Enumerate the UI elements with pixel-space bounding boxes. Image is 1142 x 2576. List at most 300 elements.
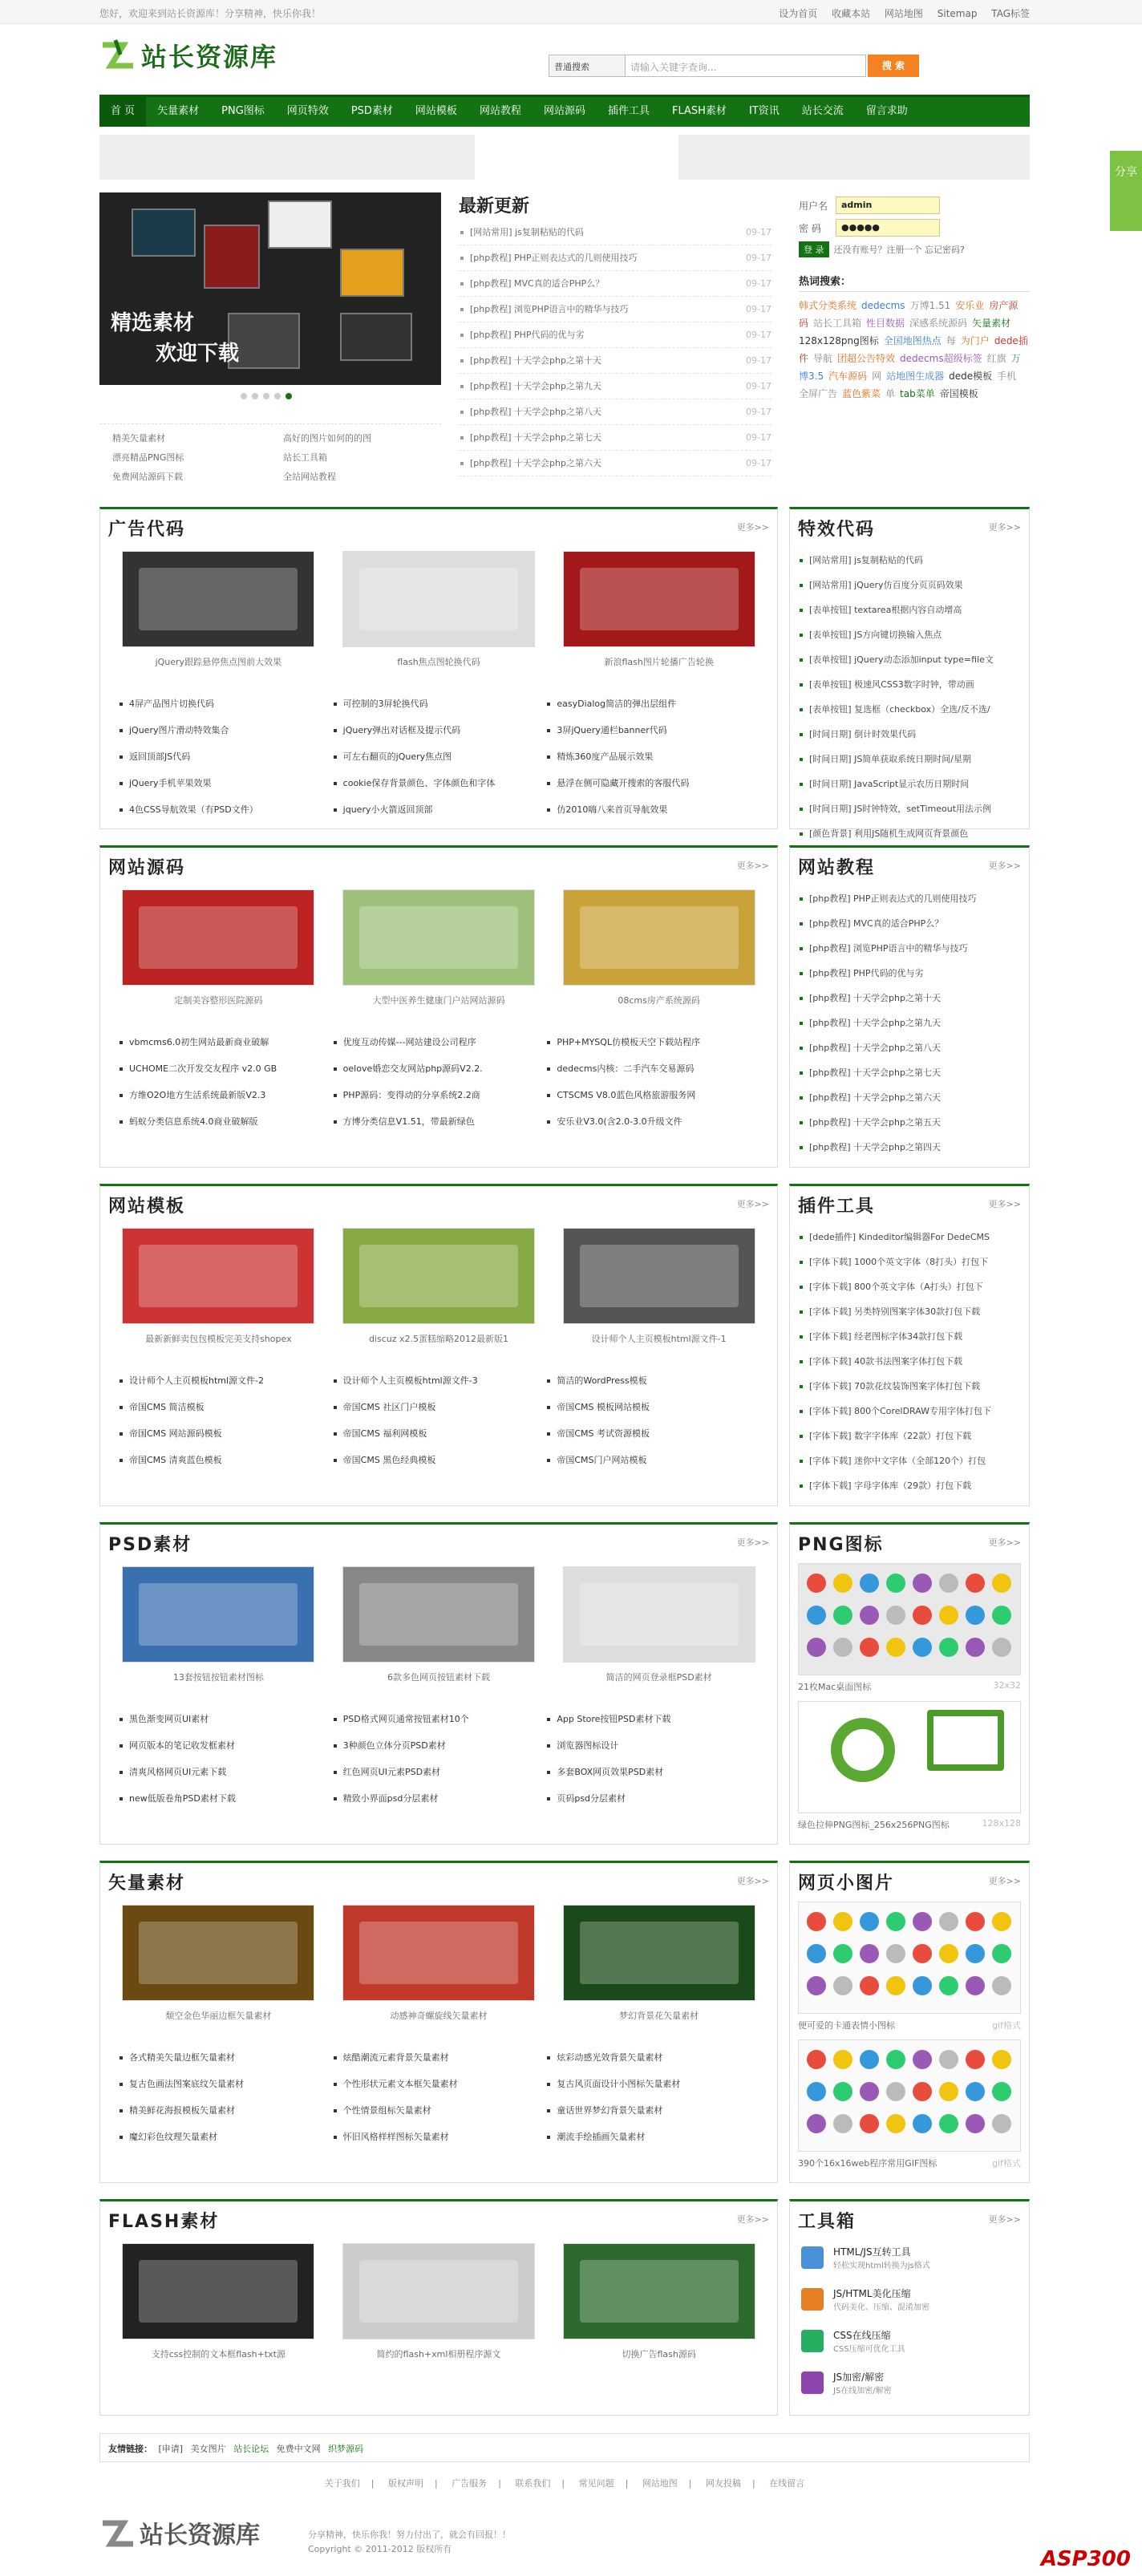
tool-name[interactable]: CSS在线压缩 [833, 2330, 891, 2341]
nav-home[interactable]: 首 页 [99, 97, 146, 127]
list-item[interactable]: 设计师个人主页模板html源文件-2 [118, 1367, 332, 1394]
thumbnail-caption[interactable]: 新浪flash图片轮播广告轮换 [604, 657, 714, 667]
list-item[interactable]: vbmcms6.0初生网站最新商业破解 [118, 1029, 332, 1055]
caption-text[interactable]: 绿色拉伸PNG图标_256x256PNG图标 [798, 1820, 950, 1830]
list-item[interactable]: 简洁的WordPress模板 [545, 1367, 759, 1394]
list-item[interactable]: 精炼360度产品展示效果 [545, 743, 759, 770]
thumbnail-caption[interactable]: 切换广告flash源码 [622, 2349, 696, 2359]
thumbnail-card[interactable] [563, 1228, 755, 1345]
sidebar-list-item[interactable]: [php教程] 十天学会php之第十天 [800, 986, 1019, 1011]
sidebar-list-item[interactable]: [php教程] 十天学会php之第七天 [800, 1060, 1019, 1085]
thumbnail-card[interactable] [122, 889, 314, 1007]
sidebar-list-item[interactable]: [dede插件] Kindeditor编辑器For DedeCMS [800, 1225, 1019, 1250]
more-link[interactable]: 更多>> [988, 522, 1021, 533]
hot-tag[interactable]: dedecms [861, 300, 905, 311]
hot-tag[interactable]: 128x128png图标 [799, 335, 879, 346]
sidebar-list-item[interactable]: [php教程] 十天学会php之第九天 [800, 1011, 1019, 1035]
list-item[interactable]: 精致小界面psd分层素材 [332, 1785, 546, 1812]
list-item[interactable]: 各式精美矢量边框矢量素材 [118, 2044, 332, 2071]
thumbnail-image[interactable] [122, 1566, 314, 1663]
news-item[interactable] [459, 451, 771, 476]
list-item[interactable]: 可控制的3屏轮换代码 [332, 691, 546, 717]
list-item[interactable]: 帝国CMS 黑色经典模板 [332, 1447, 546, 1473]
slider-dot[interactable] [241, 393, 247, 399]
toolbox-item[interactable] [801, 2362, 1018, 2404]
sidebar-thumbnail[interactable] [798, 1701, 1021, 1813]
thumbnail-caption[interactable]: 大型中医养生健康门户站网站源码 [372, 995, 505, 1006]
sidebar-list-item[interactable]: [字体下载] 1000个英文字体（8打头）打包下 [800, 1250, 1019, 1274]
footer-link[interactable]: 网友投稿 [706, 2478, 741, 2489]
news-item[interactable] [459, 271, 771, 297]
ad-banner-left[interactable] [99, 135, 475, 180]
nav-png[interactable]: PNG图标 [221, 105, 265, 117]
friend-link[interactable]: 站长论坛 [233, 2444, 269, 2454]
list-item[interactable]: 可左右翻页的jQuery焦点图 [332, 743, 546, 770]
hot-tag[interactable]: 为门户 [960, 335, 990, 346]
thumbnail-image[interactable] [122, 889, 314, 986]
sidebar-list-item[interactable]: [字体下载] 迷你中文字体（全部120个）打包 [800, 1448, 1019, 1473]
news-item[interactable] [459, 322, 771, 348]
list-item[interactable]: 精美鲜花海报模板矢量素材 [118, 2097, 332, 2124]
thumbnail-card[interactable] [563, 889, 755, 1007]
thumbnail-image[interactable] [122, 551, 314, 647]
list-item[interactable]: jQuery手机苹果效果 [118, 770, 332, 796]
sidebar-list-item[interactable]: [表单按钮] 极速风CSS3数字时钟，带动画 [800, 672, 1019, 697]
thumbnail-caption[interactable]: flash焦点图轮换代码 [397, 657, 480, 667]
mini-icon [833, 2114, 852, 2133]
sidebar-list-item[interactable]: [字体下载] 70款花纹装饰图案字体打包下载 [800, 1374, 1019, 1399]
list-item[interactable]: PHP源码：变得动的分享系统2.2商 [332, 1082, 546, 1108]
section-title: 网站源码 [108, 858, 186, 878]
more-link[interactable]: 更多>> [988, 1199, 1021, 1209]
slider-dot[interactable] [263, 393, 269, 399]
featured-slider[interactable] [99, 192, 441, 385]
thumbnail-card[interactable] [342, 889, 535, 1007]
caption-text[interactable]: 便可爱的卡通表情小图标 [798, 2020, 895, 2031]
thumbnail-image[interactable] [563, 1566, 755, 1663]
list-item[interactable]: App Store按钮PSD素材下载 [545, 1706, 759, 1732]
news-item[interactable] [459, 245, 771, 271]
top-link-favorite[interactable]: 收藏本站 [832, 8, 871, 19]
news-item-title[interactable]: [php教程] 十天学会php之第十天 [470, 355, 601, 366]
thumbnail-card[interactable] [342, 551, 535, 668]
thumbnail-image[interactable] [563, 551, 755, 647]
list-item[interactable]: 复古色画法图案底纹矢量素材 [118, 2071, 332, 2097]
list-item[interactable]: jQuery弹出对话框及提示代码 [332, 717, 546, 743]
tool-desc: 代码美化、压缩、混淆加密 [833, 2303, 929, 2312]
sidebar-thumbnail[interactable] [798, 1563, 1021, 1675]
list-item[interactable]: 童话世界梦幻背景矢量素材 [545, 2097, 759, 2124]
list-item[interactable]: 帝国CMS 清爽蓝色模板 [118, 1447, 332, 1473]
share-tab[interactable]: 分享 [1110, 151, 1142, 231]
thumbnail-image[interactable] [342, 889, 535, 986]
list-item[interactable]: 优度互动传媒---网站建设公司程序 [332, 1029, 546, 1055]
sidebar-thumbnail-caption[interactable] [798, 1818, 1021, 1831]
thumbnail-caption[interactable]: 08cms房产系统源码 [618, 995, 700, 1006]
top-link-sitemap[interactable]: Sitemap [937, 8, 978, 19]
list-item[interactable]: 个性形状元素文本框矢量素材 [332, 2071, 546, 2097]
password-field[interactable]: ●●●●● [836, 219, 940, 237]
sidebar-list-item[interactable]: [字体下载] 经老图标字体34款打包下载 [800, 1324, 1019, 1349]
tool-name[interactable]: JS加密/解密 [833, 2371, 885, 2383]
thumbnail-caption[interactable]: 动感神奇螺旋线矢量素材 [390, 2011, 488, 2021]
list-item[interactable]: easyDialog简洁的弹出层组件 [545, 691, 759, 717]
sidebar-thumbnail-card[interactable] [798, 1563, 1021, 1693]
friend-link[interactable]: 织梦源码 [328, 2444, 364, 2454]
thumbnail-image[interactable] [563, 2243, 755, 2339]
friend-apply-link[interactable]: [申请] [158, 2444, 184, 2454]
thumbnail-card[interactable] [342, 2243, 535, 2360]
list-item[interactable]: 帝国CMS 社区门户模板 [332, 1394, 546, 1420]
toolbox-item[interactable] [801, 2320, 1018, 2362]
thumbnail-card[interactable] [563, 2243, 755, 2360]
list-item[interactable]: jQuery图片滑动特效集合 [118, 717, 332, 743]
list-item[interactable]: 方维O2O地方生活系统最新版V2.3 [118, 1082, 332, 1108]
news-item-title[interactable]: [php教程] PHP代码的优与劣 [470, 330, 585, 340]
nav-it-news[interactable]: IT资讯 [748, 105, 780, 117]
sidebar-list-item[interactable]: [php教程] PHP正则表达式的几则使用技巧 [800, 886, 1019, 911]
sidebar-list-item[interactable]: [表单按钮] textarea根据内容自动增高 [800, 597, 1019, 622]
list-item[interactable]: CTSCMS V8.0蓝色风格旅游服务网 [545, 1082, 759, 1108]
thumbnail-card[interactable] [122, 2243, 314, 2360]
hot-tag[interactable]: 团超公告特效 [837, 353, 896, 364]
nav-effects[interactable]: 网页特效 [286, 105, 329, 117]
slider-link[interactable]: 精美矢量素材 [112, 433, 165, 444]
sidebar-list-item[interactable]: [php教程] 浏览PHP语言中的精华与技巧 [800, 936, 1019, 961]
footer-link[interactable]: 常见问题 [578, 2478, 614, 2489]
sidebar-list-item[interactable]: [php教程] 十天学会php之第四天 [800, 1135, 1019, 1160]
thumbnail-card[interactable] [122, 1228, 314, 1345]
footer-link[interactable]: 版权声明 [387, 2478, 423, 2489]
top-link-tags[interactable]: TAG标签 [991, 8, 1030, 19]
username-field[interactable]: admin [836, 196, 940, 214]
list-item[interactable]: 悬浮在侧可隐藏开搜索的客服代码 [545, 770, 759, 796]
thumbnail-card[interactable] [122, 1905, 314, 2022]
sidebar-list-item[interactable]: [php教程] MVC真的适合PHP么？ [800, 911, 1019, 936]
hot-tag[interactable]: 安乐业 [955, 300, 985, 311]
list-item[interactable]: 3屏jQuery通栏banner代码 [545, 717, 759, 743]
thumbnail-caption[interactable]: 6款多色网页按钮素材下载 [387, 1672, 490, 1683]
slider-dot[interactable] [274, 393, 281, 399]
list-item[interactable]: jquery小火箭返回顶部 [332, 796, 546, 823]
sidebar-list-item[interactable]: [字体下载] 字母字体库（29款）打包下载 [800, 1473, 1019, 1498]
thumbnail-card[interactable] [122, 551, 314, 668]
thumbnail-content [580, 2260, 739, 2323]
more-link[interactable]: 更多>> [988, 861, 1021, 871]
list-item[interactable]: 网页版本的笔记收发框素材 [118, 1732, 332, 1759]
more-link[interactable]: 更多>> [736, 861, 769, 871]
news-item-title[interactable]: [php教程] MVC真的适合PHP么？ [470, 278, 605, 289]
nav-flash[interactable]: FLASH素材 [671, 105, 727, 117]
hot-tag[interactable]: 手机 [997, 371, 1017, 382]
news-item[interactable] [459, 297, 771, 322]
slider-link[interactable]: 漂亮精品PNG图标 [112, 452, 184, 463]
sidebar-list-item[interactable]: [时间日期] JS时钟特效，setTimeout用法示例 [800, 796, 1019, 821]
list-item[interactable]: 个性情景组标矢量素材 [332, 2097, 546, 2124]
toolbox-item[interactable] [801, 2237, 1018, 2278]
list-item[interactable]: 3种颜色立体分页PSD素材 [332, 1732, 546, 1759]
thumbnail-caption[interactable]: 简洁的网页登录框PSD素材 [605, 1672, 712, 1683]
slider-link[interactable]: 高好的图片如何的的图 [283, 433, 371, 444]
caption-text[interactable]: 21枚Mac桌面图标 [798, 1682, 872, 1692]
ad-banner-right[interactable] [678, 135, 1030, 180]
thumbnail-card[interactable] [122, 1566, 314, 1683]
thumbnail-caption[interactable]: 设计师个人主页模板html源文件-1 [591, 1334, 727, 1344]
hot-tag[interactable]: 韩式分类系统 [799, 300, 857, 311]
news-item-title[interactable]: [php教程] 十天学会php之第九天 [470, 381, 601, 391]
list-item[interactable]: cookie保存背景颜色、字体颜色和字体 [332, 770, 546, 796]
hot-tag[interactable]: 全屏广告 [799, 388, 838, 399]
hot-tag[interactable]: 站长工具箱 [813, 318, 862, 329]
sidebar-list-item[interactable]: [时间日期] 倒计时效果代码 [800, 722, 1019, 747]
list-item[interactable]: 仿2010嗨八来首页导航效果 [545, 796, 759, 823]
footer-link[interactable]: 关于我们 [324, 2478, 360, 2489]
nav-source[interactable]: 网站源码 [543, 105, 585, 117]
news-item-title[interactable]: [php教程] 十天学会php之第六天 [470, 458, 601, 468]
sidebar-list-item[interactable]: [字体下载] 800个英文字体（A打头）打包下 [800, 1274, 1019, 1299]
hot-tag[interactable]: 网 [872, 371, 882, 382]
thumbnail-image[interactable] [563, 889, 755, 986]
thumbnail-card[interactable] [342, 1905, 535, 2022]
sidebar-list-item[interactable]: [字体下载] 40款书法图案字体打包下载 [800, 1349, 1019, 1374]
thumbnail-image[interactable] [342, 1566, 535, 1663]
thumbnail-card[interactable] [342, 1228, 535, 1345]
news-item-title[interactable]: [php教程] 浏览PHP语言中的精华与技巧 [470, 304, 629, 314]
thumbnail-caption[interactable]: 最新新鲜卖包包模板完美支持shopex [145, 1334, 292, 1344]
thumbnail-image[interactable] [342, 1905, 535, 2001]
sidebar-list-item[interactable]: [字体下载] 数字字体库（22款）打包下载 [800, 1424, 1019, 1448]
thumbnail-card[interactable] [563, 551, 755, 668]
tool-name[interactable]: JS/HTML美化压缩 [833, 2288, 911, 2299]
thumbnail-image[interactable] [563, 1228, 755, 1324]
list-item[interactable]: 黑色渐变网页UI素材 [118, 1706, 332, 1732]
sidebar-list-item[interactable]: [时间日期] JavaScript显示农历日期时间 [800, 772, 1019, 796]
hot-tag[interactable]: 万博3.5 [799, 353, 1021, 382]
search-input[interactable]: 请输入关键字查询... [626, 55, 866, 77]
hot-tag[interactable]: tab菜单 [900, 388, 935, 399]
hot-tag[interactable]: 站地图生成器 [886, 371, 945, 382]
list-item[interactable]: 帝国CMS 网站源码模板 [118, 1420, 332, 1447]
hot-tag[interactable]: dedecms超级标签 [900, 353, 982, 364]
hot-tag[interactable]: 全国地图热点 [883, 335, 942, 346]
list-item[interactable]: 炫酷潮流元素背景矢量素材 [332, 2044, 546, 2071]
more-link[interactable]: 更多>> [988, 1537, 1021, 1548]
thumbnail-card[interactable] [563, 1905, 755, 2022]
friend-link[interactable]: 免费中文网 [276, 2444, 321, 2454]
login-button[interactable]: 登 录 [799, 241, 829, 257]
sidebar-list-item[interactable]: [时间日期] JS简单获取系统日期时间/星期 [800, 747, 1019, 772]
sidebar-thumbnail-card[interactable] [798, 1902, 1021, 2031]
sidebar-list-item[interactable]: [php教程] PHP代码的优与劣 [800, 961, 1019, 986]
nav-templates[interactable]: 网站模板 [415, 105, 457, 117]
thumbnail-image[interactable] [342, 1228, 535, 1324]
search-type-select[interactable]: 普通搜索 [549, 55, 626, 77]
more-link[interactable]: 更多>> [736, 1537, 769, 1548]
hot-tag[interactable]: 万博1.51 [909, 300, 951, 311]
thumbnail-card[interactable] [342, 1566, 535, 1683]
footer-link[interactable]: 联系我们 [515, 2478, 551, 2489]
thumbnail-caption[interactable]: 13套按钮按钮素材图标 [172, 1672, 264, 1683]
nav-guestbook[interactable]: 留言求助 [865, 105, 908, 117]
list-item[interactable]: 帝国CMS 简洁模板 [118, 1394, 332, 1420]
thumbnail-image[interactable] [342, 551, 535, 647]
section-box [99, 1861, 778, 2183]
footer-link[interactable]: 在线留言 [769, 2478, 805, 2489]
news-item-title[interactable]: [网站常用] js复制粘贴的代码 [470, 227, 584, 237]
slider-link[interactable]: 全站网站教程 [283, 472, 336, 482]
news-item[interactable] [459, 374, 771, 399]
slider-dot-active[interactable] [286, 393, 292, 399]
footer-link[interactable]: 网站地图 [642, 2478, 678, 2489]
list-item[interactable]: 返回顶部JS代码 [118, 743, 332, 770]
list-item[interactable]: 魔幻彩色纹理矢量素材 [118, 2124, 332, 2150]
list-item[interactable]: UCHOME二次开发交友程序 v2.0 GB [118, 1055, 332, 1082]
list-item[interactable]: 4色CSS导航效果（有PSD文件） [118, 796, 332, 823]
news-item-title[interactable]: [php教程] 十天学会php之第八天 [470, 407, 601, 417]
sidebar-list-item[interactable]: [php教程] 十天学会php之第五天 [800, 1110, 1019, 1135]
thumbnail-content [359, 906, 518, 969]
sidebar-list-item[interactable]: [表单按钮] 复选框（checkbox）全选/反不选/ [800, 697, 1019, 722]
hot-tag[interactable]: 帝国模板 [939, 388, 978, 399]
sidebar-list-item[interactable]: [网站常用] js复制粘贴的代码 [800, 548, 1019, 573]
list-item[interactable]: oelove婚恋交友网站php源码V2.2. [332, 1055, 546, 1082]
thumbnail-image[interactable] [342, 2243, 535, 2339]
slider-link[interactable]: 站长工具箱 [283, 452, 327, 463]
sidebar-thumbnail[interactable] [798, 1902, 1021, 2014]
sidebar-list-item[interactable]: [表单按钮] jQuery动态添加input type=file文 [800, 647, 1019, 672]
sidebar-list-item[interactable]: [php教程] 十天学会php之第八天 [800, 1035, 1019, 1060]
list-item[interactable]: 方博分类信息V1.51，带最新绿色 [332, 1108, 546, 1135]
list-item[interactable]: 帝国CMS 模板网站模板 [545, 1394, 759, 1420]
news-item-title[interactable]: [php教程] 十天学会php之第七天 [470, 432, 601, 443]
slider-link[interactable]: 免费网站源码下载 [112, 472, 183, 482]
thumbnail-image[interactable] [122, 1228, 314, 1324]
news-item[interactable] [459, 399, 771, 425]
sidebar-list-item[interactable]: [php教程] 十天学会php之第六天 [800, 1085, 1019, 1110]
more-link[interactable]: 更多>> [988, 1876, 1021, 1886]
nav-tutorials[interactable]: 网站教程 [479, 105, 521, 117]
list-item[interactable]: PHP+MYSQL仿模板天空下载站程序 [545, 1029, 759, 1055]
sidebar-thumbnail-card[interactable] [798, 1701, 1021, 1831]
sidebar-thumbnail[interactable] [798, 2039, 1021, 2152]
forgot-link[interactable]: 忘记密码? [925, 245, 965, 255]
list-item[interactable]: 多套BOX网页效果PSD素材 [545, 1759, 759, 1785]
hot-tag[interactable]: 深感系统源码 [909, 318, 968, 329]
site-logo[interactable] [99, 35, 277, 75]
hot-tag[interactable]: 蓝色紫菜 [842, 388, 881, 399]
mini-icon [886, 1944, 905, 1963]
list-item[interactable]: 蚂蚁分类信息系统4.0商业破解版 [118, 1108, 332, 1135]
thumbnail-caption[interactable]: 支持css控制的文本框flash+txt源 [151, 2349, 286, 2359]
list-item[interactable]: 复古风页面设计小图标矢量素材 [545, 2071, 759, 2097]
sidebar-thumbnail-card[interactable] [798, 2039, 1021, 2169]
nav-vector[interactable]: 矢量素材 [157, 105, 200, 117]
more-link[interactable]: 更多>> [988, 2214, 1021, 2225]
list-item[interactable]: 潮流手绘插画矢量素材 [545, 2124, 759, 2150]
tool-name[interactable]: HTML/JS互转工具 [833, 2246, 911, 2258]
thumbnail-caption[interactable]: 梦幻背景花矢量素材 [619, 2011, 699, 2021]
search-button[interactable]: 搜 索 [868, 55, 919, 77]
hot-tag[interactable]: 导航 [813, 353, 833, 364]
thumbnail-caption[interactable]: 颓空金色华丽边框矢量素材 [165, 2011, 272, 2021]
thumbnail-card[interactable] [563, 1566, 755, 1683]
news-item[interactable] [459, 348, 771, 374]
caption-size: 32x32 [993, 1680, 1021, 1691]
sidebar-thumbnail-caption[interactable] [798, 1680, 1021, 1693]
sidebar-list-item[interactable]: [字体下载] 另类特别图案字体30款打包下载 [800, 1299, 1019, 1324]
friend-link[interactable]: 美女图片 [190, 2444, 226, 2454]
thumbnail-caption[interactable]: 简约的flash+xml相册程序源文 [376, 2349, 501, 2359]
list-item[interactable]: 帝国CMS门户网站模板 [545, 1447, 759, 1473]
list-item[interactable]: 炫彩动感光效背景矢量素材 [545, 2044, 759, 2071]
register-link[interactable]: 还没有账号？注册一个 [833, 245, 922, 255]
nav-forum[interactable]: 站长交流 [801, 105, 844, 117]
nav-psd[interactable]: PSD素材 [350, 105, 393, 117]
hot-tag[interactable]: 性目数据 [866, 318, 905, 329]
news-item[interactable] [459, 220, 771, 245]
thumbnail-image[interactable] [122, 1905, 314, 2001]
list-item[interactable]: 4屏产品图片切换代码 [118, 691, 332, 717]
more-link[interactable]: 更多>> [736, 1876, 769, 1886]
list-item[interactable]: PSD格式网页通常按钮素材10个 [332, 1706, 546, 1732]
list-item[interactable]: 怀旧风格样样图标矢量素材 [332, 2124, 546, 2150]
top-link-sitemap-cn[interactable]: 网站地图 [884, 8, 923, 19]
list-item[interactable]: 帝国CMS 考试资源模板 [545, 1420, 759, 1447]
list-item[interactable]: 安乐业V3.0(含2.0-3.0升级文件 [545, 1108, 759, 1135]
thumbnail-image[interactable] [563, 1905, 755, 2001]
thumbnail-caption[interactable]: jQuery跟踪悬停焦点图前大效果 [155, 657, 282, 667]
list-item[interactable]: 清爽风格网页UI元素下载 [118, 1759, 332, 1785]
sidebar-list-item[interactable]: [网站常用] jQuery仿百度分页页码效果 [800, 573, 1019, 597]
more-link[interactable]: 更多>> [736, 1199, 769, 1209]
list-item[interactable]: 页码psd分层素材 [545, 1785, 759, 1812]
list-item[interactable]: new低版卷角PSD素材下载 [118, 1785, 332, 1812]
hot-tag[interactable]: 矢量素材 [972, 318, 1011, 329]
thumbnail-caption[interactable]: 定制美容整形医院源码 [174, 995, 263, 1006]
sidebar-list-item[interactable]: [表单按钮] JS方向键切换输入焦点 [800, 622, 1019, 647]
top-link-home[interactable]: 设为首页 [779, 8, 818, 19]
thumbnail-image[interactable] [122, 2243, 314, 2339]
hot-tag[interactable]: dede模板 [949, 371, 993, 382]
thumbnail-caption[interactable]: discuz x2.5蛋糕缩略2012最新版1 [368, 1334, 509, 1344]
footer-link[interactable]: 广告服务 [452, 2478, 488, 2489]
hot-tag[interactable]: 单 [885, 388, 896, 399]
toolbox-item[interactable] [801, 2278, 1018, 2320]
hot-tag[interactable]: 汽车源码 [828, 371, 868, 382]
caption-text[interactable]: 390个16x16web程序常用GIF图标 [798, 2158, 937, 2169]
list-item[interactable]: 红色网页UI元素PSD素材 [332, 1759, 546, 1785]
list-item[interactable]: 设计师个人主页模板html源文件-3 [332, 1367, 546, 1394]
hot-tag[interactable]: dede插件 [799, 335, 1028, 364]
hot-tag[interactable]: 红旗 [986, 353, 1006, 364]
list-item[interactable]: dedecms内核：二手汽车交易源码 [545, 1055, 759, 1082]
list-item[interactable]: 浏览器图标设计 [545, 1732, 759, 1759]
more-link[interactable]: 更多>> [736, 2214, 769, 2225]
slider-dot[interactable] [252, 393, 258, 399]
sidebar-list-item[interactable]: [颜色背景] 利用JS随机生成网页背景颜色 [800, 821, 1019, 846]
sidebar-list-item[interactable]: [字体下载] 800个CorelDRAW专用字体打包下 [800, 1399, 1019, 1424]
mini-icon [913, 1976, 932, 1995]
news-item-title[interactable]: [php教程] PHP正则表达式的几则使用技巧 [470, 253, 638, 263]
sidebar-thumbnail-caption[interactable] [798, 2019, 1021, 2031]
more-link[interactable]: 更多>> [736, 522, 769, 533]
hot-tag[interactable]: 每 [946, 335, 956, 346]
nav-plugins[interactable]: 插件工具 [607, 105, 650, 117]
list-item[interactable]: 帝国CMS 福利网模板 [332, 1420, 546, 1447]
sidebar-thumbnail-caption[interactable] [798, 2157, 1021, 2169]
news-item[interactable] [459, 425, 771, 451]
hot-tag[interactable]: 房产源码 [799, 300, 1018, 329]
